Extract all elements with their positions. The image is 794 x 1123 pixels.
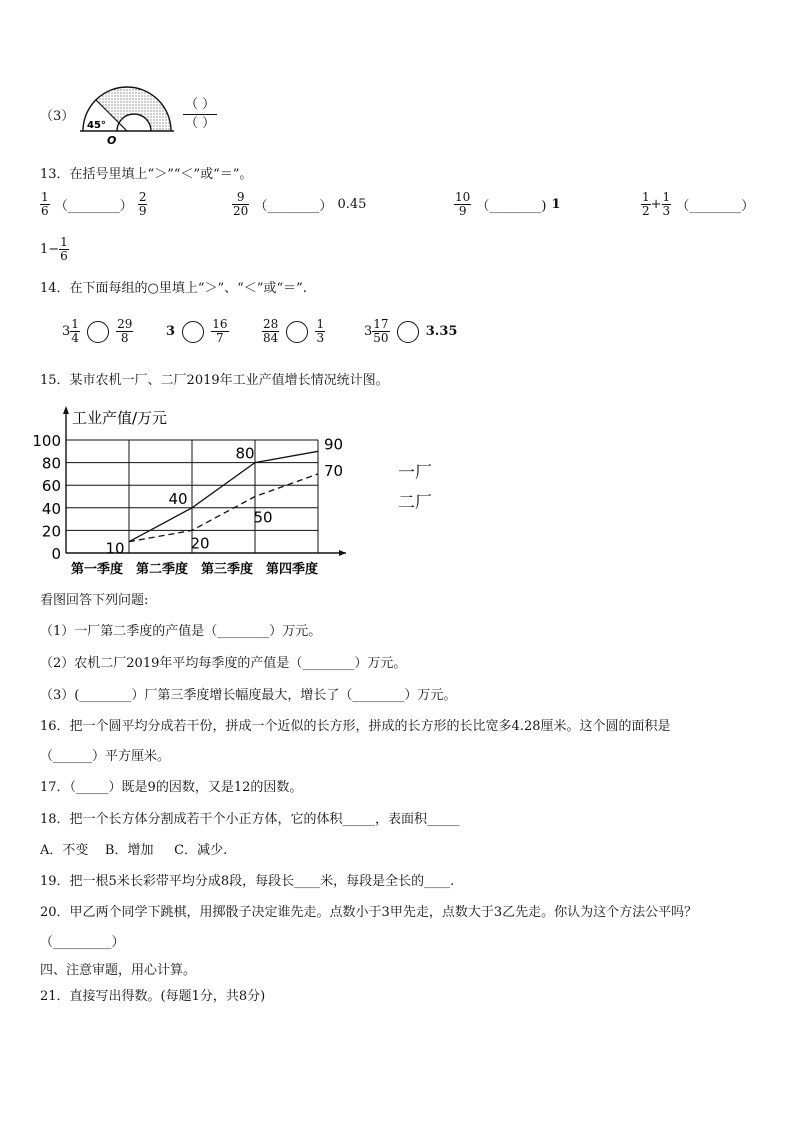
q13-item-1: $\frac{1}{6}$ （________） $\frac{2}{9}$ [41,190,147,218]
q15-sub-2: （2）农机二厂2019年平均每季度的产值是（________）万元。 [40,656,407,671]
q15-sub-1: （1）一厂第二季度的产值是（________）万元。 [40,624,322,639]
series-1-data-label-4: 90 [324,435,344,454]
series-2-data-label-3: 50 [253,508,273,527]
series-1-data-label-2: 40 [168,489,188,508]
production-line-chart [30,400,370,580]
q13-item-2: $\frac{9}{20}$ （________） 0.45 [233,190,367,218]
series-2-data-label-2: 20 [190,534,210,553]
semicircle-figure [78,86,178,146]
q13-item-4: $\frac{1}{2}$ + $\frac{1}{3}$ （________） [642,190,755,218]
q21-text: 21．直接写出得数。(每题1分，共8分) [40,989,266,1004]
x-tick-label-1: 第一季度 [70,562,124,577]
q12-3-label: （3） [40,109,75,124]
q15-sub-3: （3）(________）厂第三季度增长幅度最大，增长了（________）万元。 [40,688,457,703]
legend-factory-2: 二厂 [398,493,432,513]
x-tick-label-3: 第三季度 [200,562,254,577]
q13-title: 13．在括号里填上“＞”“＜”或“＝”。 [40,167,253,182]
x-tick-label-2: 第二季度 [135,562,189,577]
q13-blank-2[interactable]: （________） [254,199,333,214]
compare-circle-4[interactable] [397,321,419,343]
q13-blank-4[interactable]: （________） [676,199,755,214]
y-tick-label-20: 20 [41,522,61,541]
q14-group-3: $\frac{28}{84}$ $\frac{1}{3}$ [263,317,325,345]
q14-title: 14．在下面每组的○里填上“＞”、“＜”或“＝”. [40,281,307,296]
y-tick-label-60: 60 [41,477,61,496]
y-tick-label-80: 80 [41,454,61,473]
q20-line-2: （_________） [40,935,125,950]
q15-title: 15．某市农机一厂、二厂2019年工业产值增长情况统计图。 [40,373,389,388]
q16-line-2: （______）平方厘米。 [40,749,171,764]
q12-3-answer-fraction [183,96,217,133]
x-axis-arrow [339,550,346,556]
answer-numerator-blank[interactable]: （ ） [183,96,217,115]
q14-group-1: 3 $\frac{1}{4}$ $\frac{29}{8}$ [62,317,133,345]
q18-text: 18．把一个长方体分割成若干个小正方体，它的体积_____，表面积_____ [40,812,460,827]
compare-circle-3[interactable] [286,321,308,343]
q19-text: 19．把一根5米长彩带平均分成8段，每段长____米，每段是全长的____. [40,874,455,889]
q14-group-4: 3 $\frac{17}{50}$ 3.35 [364,317,458,345]
q13-blank-3[interactable]: （________) [476,199,547,214]
chart-labels [32,409,343,577]
y-tick-label-100: 100 [32,432,61,450]
q13-wrap-expression: 1− $\frac{1}{6}$ [40,235,68,263]
series-2-data-label-4: 70 [324,461,344,480]
angle-label: 45° [87,120,106,131]
q15-prompt: 看图回答下列问题: [40,593,149,608]
q13-blank-1[interactable]: （________） [54,199,133,214]
q18-options: A．不变 B．增加 C．减少. [40,843,228,858]
series-line-1 [129,451,318,541]
q13-item-3: $\frac{10}{9}$ （________) 1 [455,190,561,218]
q17-text: 17．（_____）既是9的因数，又是12的因数。 [40,780,303,795]
section-4-heading: 四、注意审题，用心计算。 [40,963,197,978]
q20-line-1: 20．甲乙两个同学下跳棋，用掷骰子决定谁先走。点数小于3甲先走，点数大于3乙先走。你认为这个方法公平吗？ [40,905,698,920]
legend-factory-1: 一厂 [398,463,432,483]
q16-line-1: 16．把一个圆平均分成若干份，拼成一个近似的长方形，拼成的长方形的长比宽多4.28厘米。这个圆的面积是 [40,719,671,734]
compare-circle-1[interactable] [87,321,109,343]
chart-series [129,451,318,541]
q14-group-2: 3 $\frac{16}{7}$ [166,317,228,345]
compare-circle-2[interactable] [182,321,204,343]
x-tick-label-4: 第四季度 [265,562,319,577]
y-tick-label-0: 0 [51,545,61,563]
y-tick-label-40: 40 [41,499,61,518]
series-1-data-label-3: 80 [235,444,255,463]
series-1-data-label-1: 10 [105,539,125,558]
center-o-label: O [107,134,117,146]
y-axis-arrow [63,406,69,414]
y-axis-label: 工业产值/万元 [72,409,168,427]
answer-denominator-blank[interactable]: （ ） [185,116,216,131]
